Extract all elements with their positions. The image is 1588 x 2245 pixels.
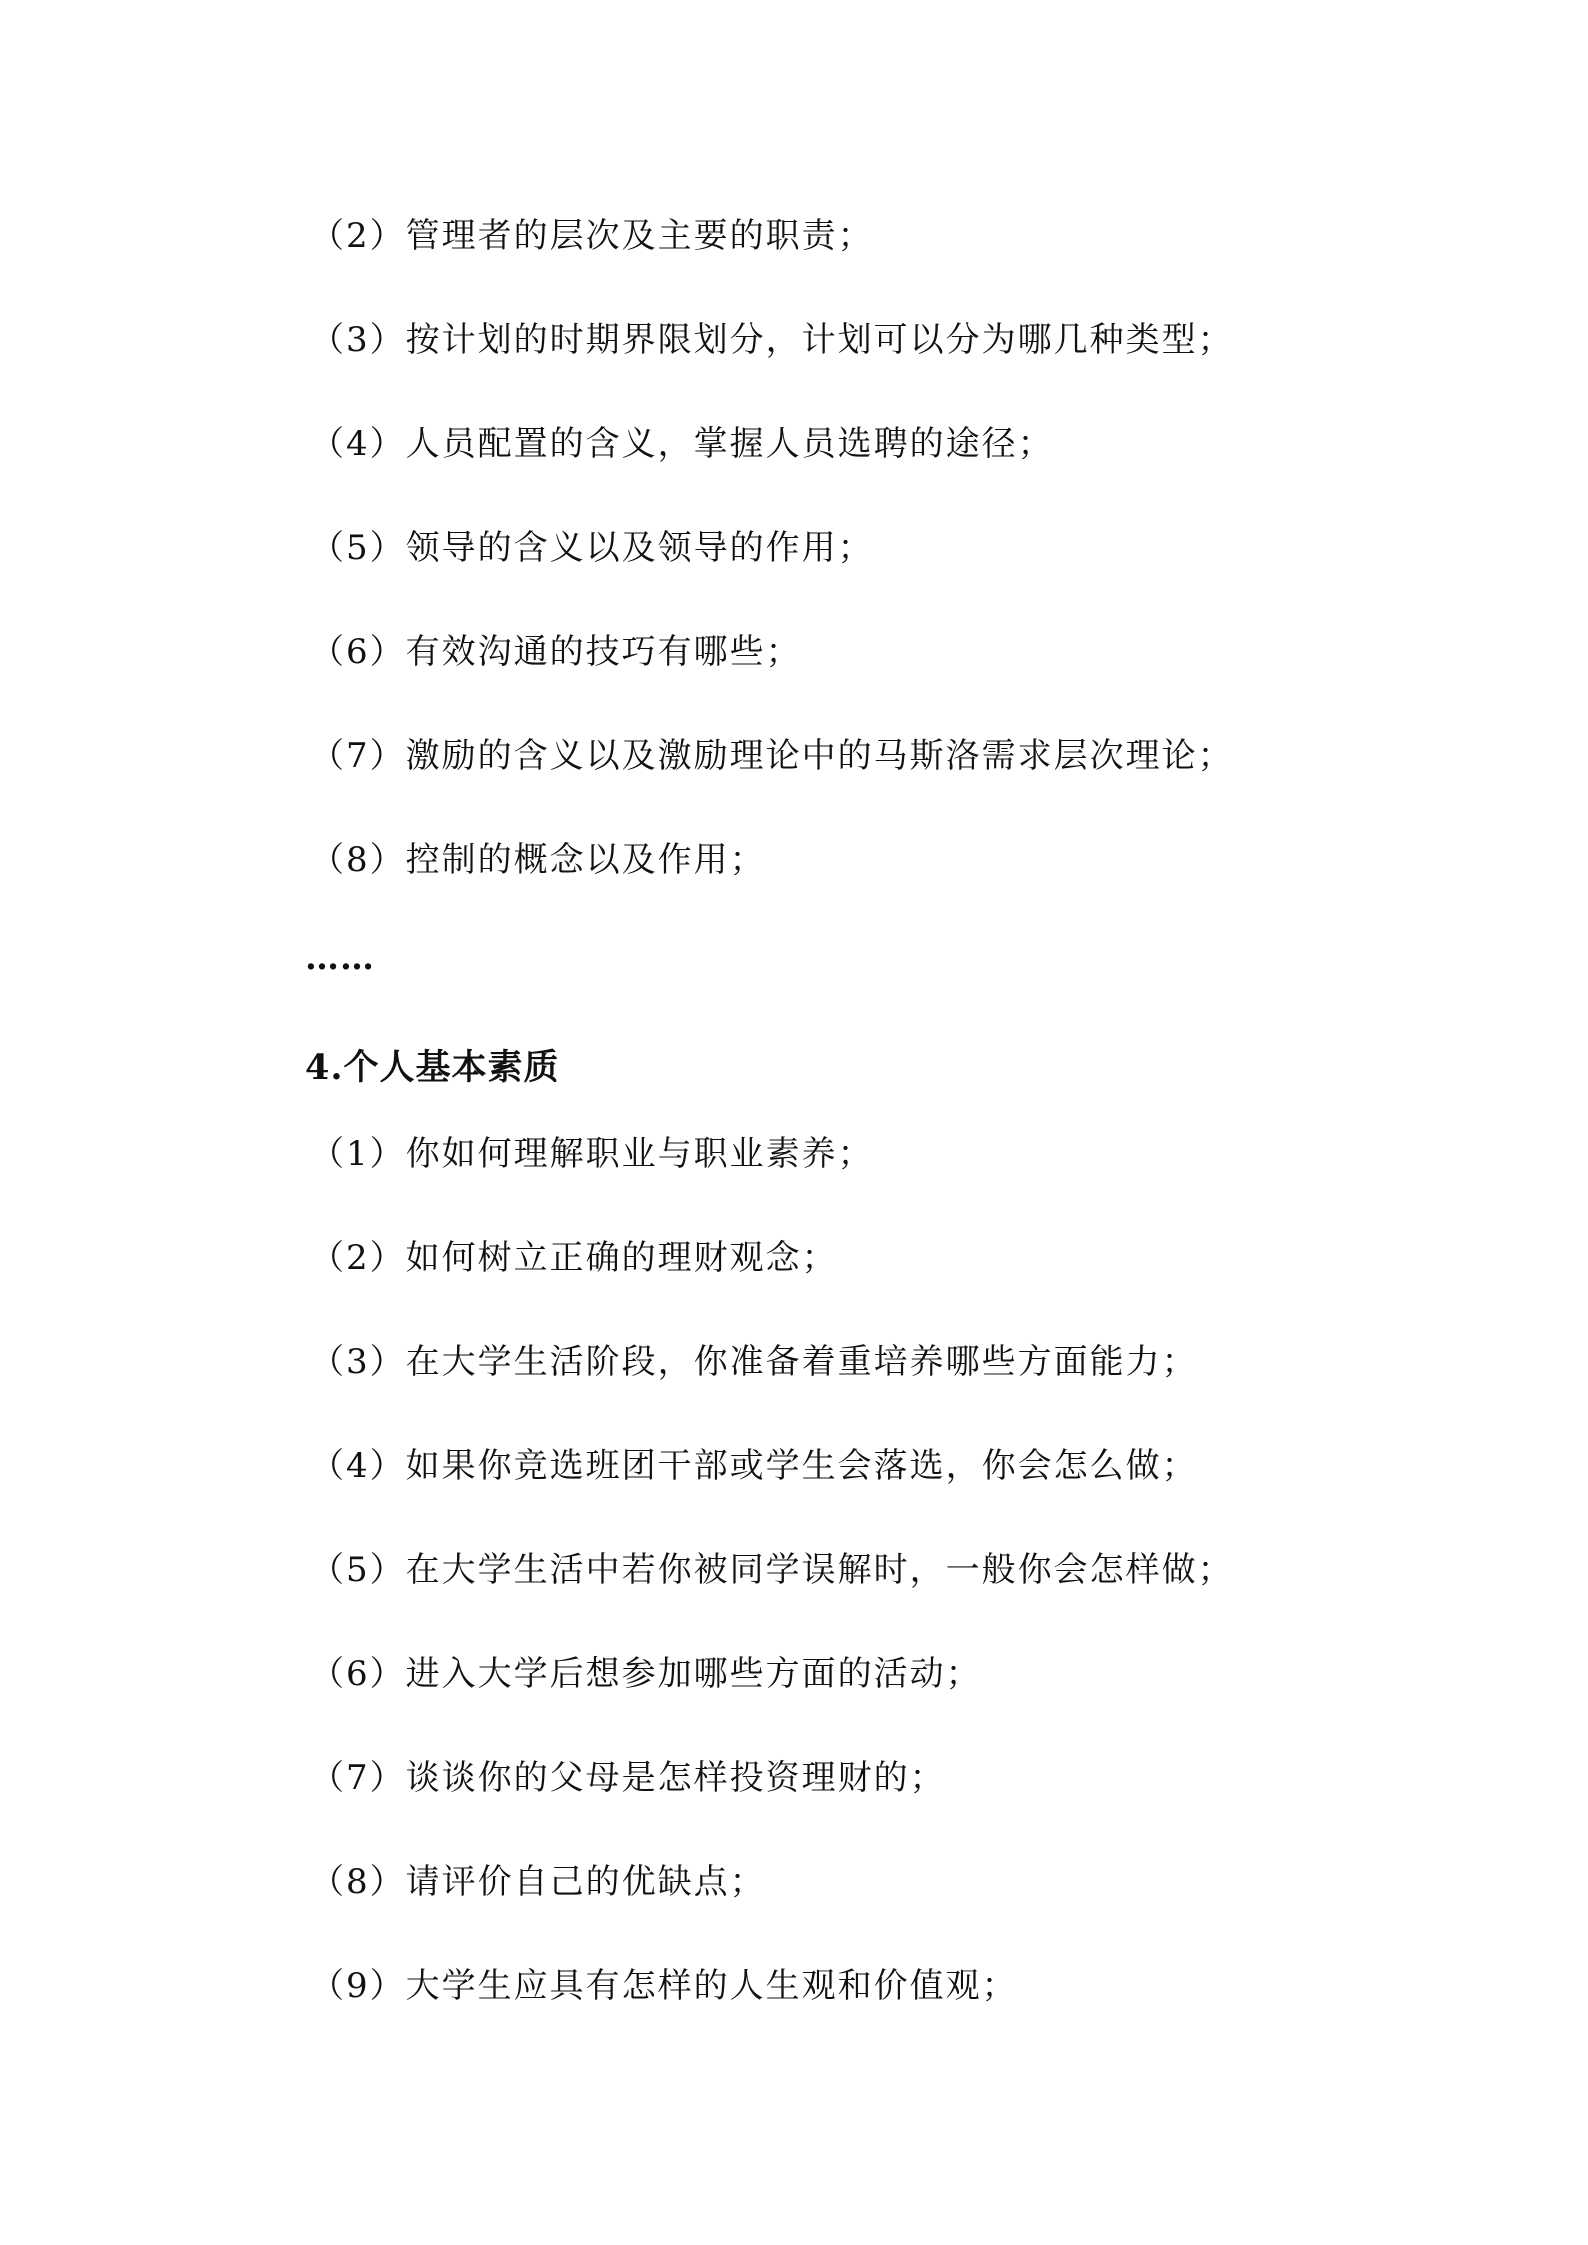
list-item: （7）谈谈你的父母是怎样投资理财的； [310,1758,946,1798]
list-item: （8）请评价自己的优缺点； [310,1862,766,1902]
list-item: （4）人员配置的含义，掌握人员选聘的途径； [310,424,1054,464]
list-item: （9）大学生应具有怎样的人生观和价值观； [310,1966,1018,2006]
list-item: （3）按计划的时期界限划分，计划可以分为哪几种类型； [310,320,1234,360]
list-item: （6）有效沟通的技巧有哪些； [310,632,802,672]
list-item: （3）在大学生活阶段，你准备着重培养哪些方面能力； [310,1342,1198,1382]
list-item: （8）控制的概念以及作用； [310,840,766,880]
list-item: （7）激励的含义以及激励理论中的马斯洛需求层次理论； [310,736,1234,776]
list-item: （6）进入大学后想参加哪些方面的活动； [310,1654,982,1694]
section-heading: 4.个人基本素质 [305,1047,560,1088]
list-item: （2）管理者的层次及主要的职责； [310,216,874,256]
list-item: （5）领导的含义以及领导的作用； [310,528,874,568]
list-item: （4）如果你竞选班团干部或学生会落选，你会怎么做； [310,1446,1198,1486]
ellipsis: …… [305,938,375,978]
list-item: （2）如何树立正确的理财观念； [310,1238,838,1278]
list-item: （1）你如何理解职业与职业素养； [310,1134,874,1174]
list-item: （5）在大学生活中若你被同学误解时，一般你会怎样做； [310,1550,1234,1590]
